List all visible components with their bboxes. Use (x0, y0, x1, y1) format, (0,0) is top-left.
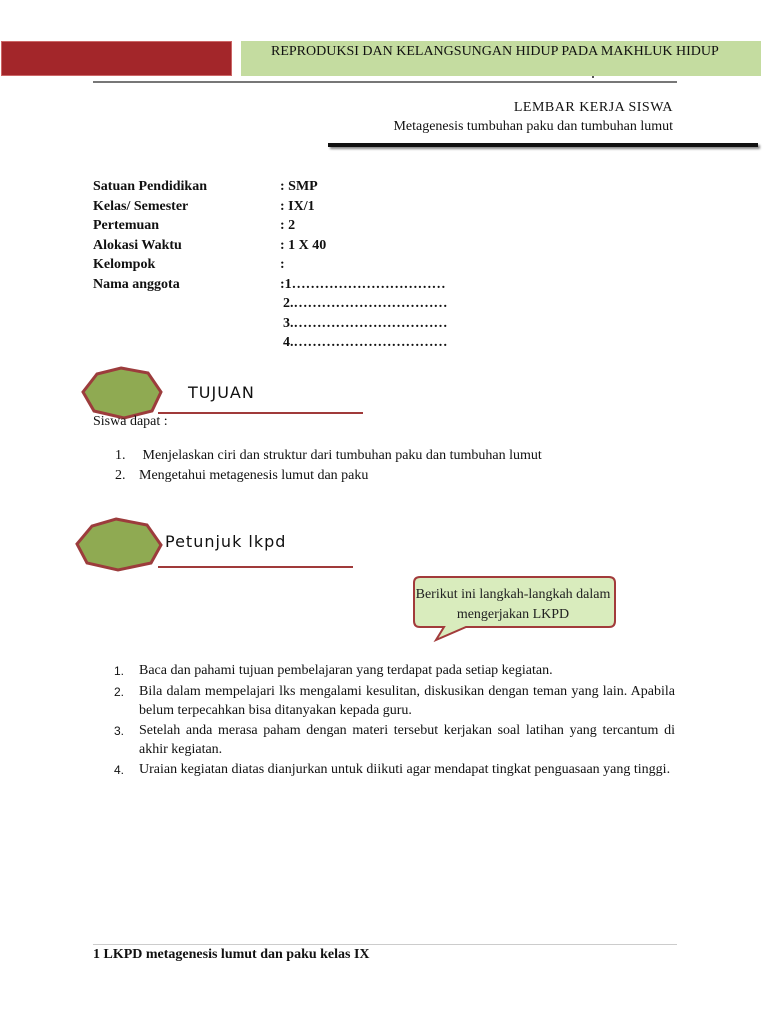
tujuan-heptagon-icon (83, 368, 161, 418)
list-item: 2. Bila dalam mempelajari lks mengalami kesulitan, diskusikan dengan teman yang lain. Apabila belum terpecahkan bisa ditanyakan kepada guru. (114, 683, 675, 718)
member-line-4: 4.…………………………… (283, 335, 448, 350)
tujuan-list (115, 446, 542, 486)
info-row-nama: Nama anggota :1…………………………… (93, 276, 446, 292)
petunjuk-heading: Petunjuk lkpd (165, 532, 287, 551)
info-row-kelas: Kelas/ Semester : IX/1 (93, 198, 315, 214)
member-line-2: 2.…………………………… (283, 296, 448, 311)
member-line-3: 3.…………………………… (283, 315, 448, 331)
petunjuk-heptagon-icon (77, 519, 161, 570)
worksheet-title: LEMBAR KERJA SISWA (513, 100, 673, 115)
list-item: 4. Uraian kegiatan diatas dianjurkan untuk diikuti agar mendapat tingkat penguasaan yang tinggi. (114, 761, 671, 777)
list-item: 3. Setelah anda merasa paham dengan materi tersebut kerjakan soal latihan yang tercantum di akhir kegiatan. (114, 722, 675, 757)
list-item: 1. Menjelaskan ciri dan struktur dari tumbuhan paku dan tumbuhan lumut (115, 448, 542, 463)
banner-title: REPRODUKSI DAN KELANGSUNGAN HIDUP PADA MAKHLUK HIDUP (271, 44, 719, 59)
info-row-kelompok: Kelompok : (93, 257, 285, 272)
list-item: 2. Mengetahui metagenesis lumut dan paku (115, 468, 369, 483)
info-row-satuan: Satuan Pendidikan : SMP (93, 179, 318, 194)
tujuan-heading: TUJUAN (188, 383, 255, 402)
callout-text: Berikut ini langkah-langkah dalam mengerjakan LKPD (415, 587, 611, 622)
footer-divider (93, 944, 677, 945)
info-row-alokasi: Alokasi Waktu : 1 X 40 (93, 237, 327, 253)
list-item: 1. Baca dan pahami tujuan pembelajaran yang terdapat pada setiap kegiatan. (114, 663, 553, 678)
petunjuk-list (114, 661, 675, 780)
worksheet-subtitle: Metagenesis tumbuhan paku dan tumbuhan lumut (393, 119, 673, 134)
tujuan-intro: Siswa dapat : (93, 414, 168, 429)
info-row-pertemuan: Pertemuan : 2 (93, 218, 296, 233)
page-footer: 1 LKPD metagenesis lumut dan paku kelas IX (93, 947, 370, 962)
